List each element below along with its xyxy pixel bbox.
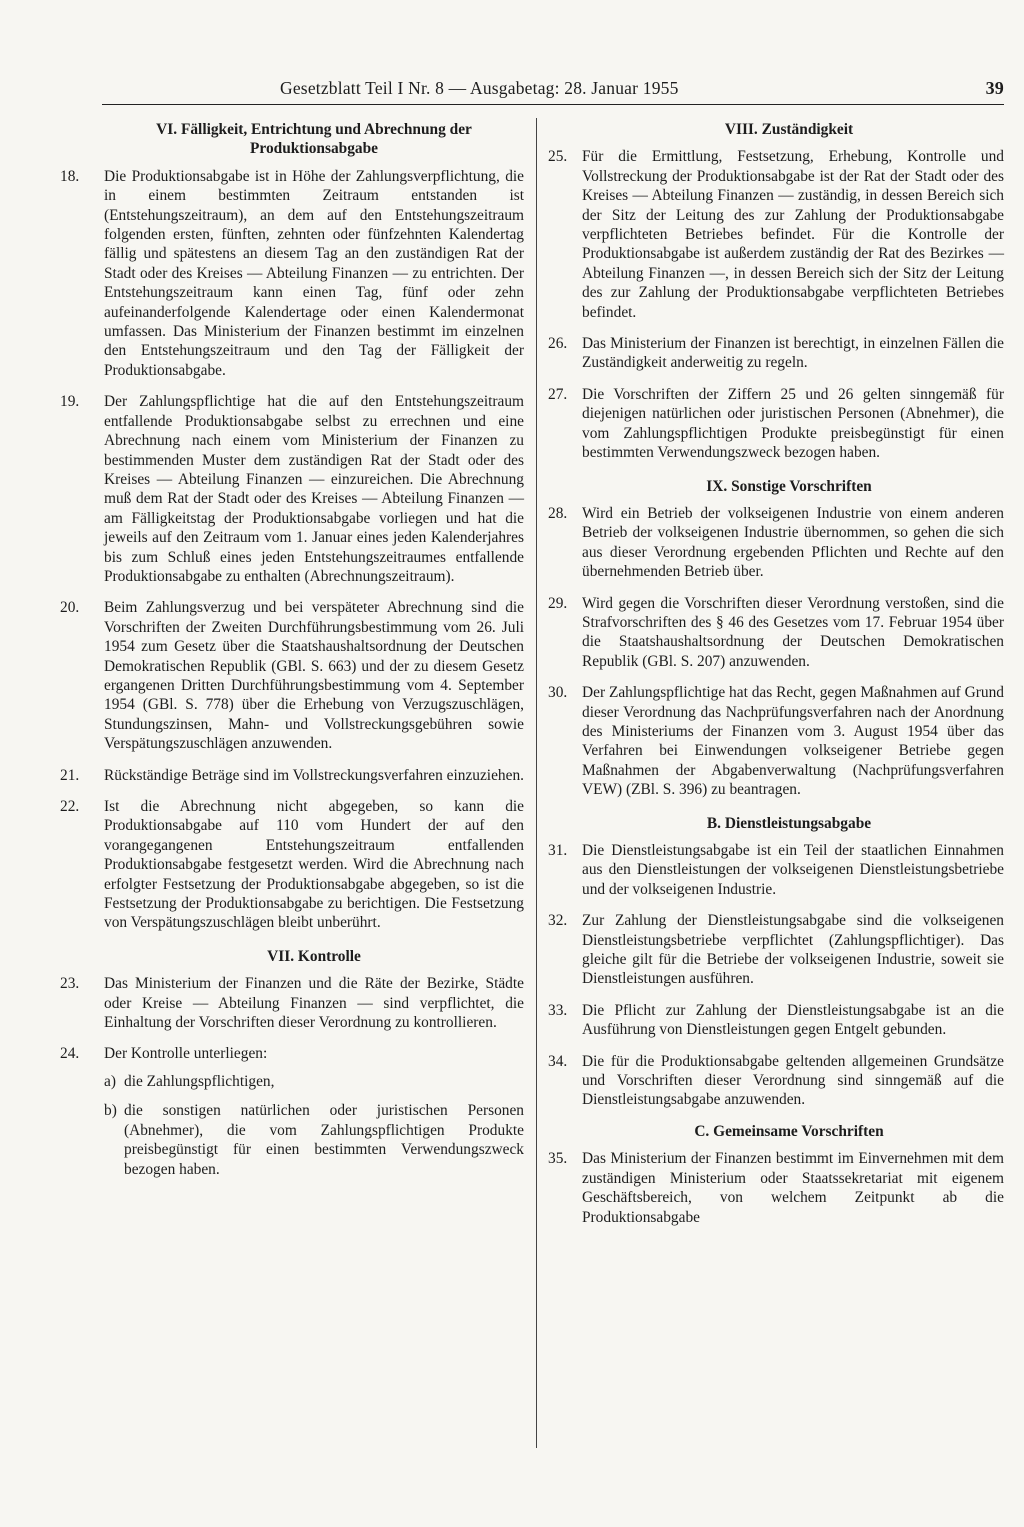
paragraph-28 [548,504,1004,582]
left-column [60,120,524,1189]
paragraph-number: 32. [548,912,568,930]
section-heading-viii: VIII. Zuständigkeit [724,121,854,138]
paragraph-number: 28. [548,504,568,522]
paragraph-number: 19. [60,393,80,411]
paragraph-31 [548,841,1004,899]
paragraph-18 [60,167,524,380]
paragraph-text: Die Vorschriften der Ziffern 25 und 26 gelten sinngemäß für diejenigen natürlichen oder juristischen Personen (Abnehmer), die vom Zahlungspflichtigen Produkte preisbegünstigt für einen bestimmten Verwendungszweck bezogen haben. [582,385,1004,462]
paragraph-text: Ist die Abrechnung nicht abgegeben, so kann die Produktionsabgabe auf 110 vom Hundert der auf den vorangegangenen Entstehungszeitraum entfallenden Produktionsabgabe festgesetzt werden. Wird die Abrechnung nach erfolgter Festsetzung der Produktionsabgabe abgegeben, so ist die Festsetzung der Produktionsabgabe zu berichtigen. Die Festsetzung von Verspätungszuschlägen bleibt unberührt. [104,798,524,932]
paragraph-number: 31. [548,842,568,859]
paragraph-32 [548,911,1004,989]
paragraph-number: 34. [548,1052,568,1070]
paragraph-text: Das Ministerium der Finanzen ist berechtigt, in einzelnen Fällen die Zuständigkeit anderweitig zu regeln. [582,335,1004,372]
paragraph-text: Der Kontrolle unterliegen: [104,1045,268,1063]
paragraph-number: 20. [60,599,80,617]
section-heading-c: C. Gemeinsame Vorschriften [694,1122,884,1140]
paragraph-30 [548,683,1004,799]
paragraph-text: Für die Ermittlung, Festsetzung, Erhebung, Kontrolle und Vollstreckung der Produktionsabgabe ist der Rat der Stadt oder des Kreises — Abteilung Finanzen — zuständig, in dessen Bereich sich der Sitz der Leitung des zur Zahlung der Produktionsabgabe verpflichteten Betriebes befindet. Für die Kontrolle der Produktionsabgabe ist außerdem zuständig der Rat des Bezirkes — Abteilung Finanzen —, in dessen Bereich sich der Sitz der Leitung des zur Zahlung der Produktionsabgabe verpflichteten Betriebes befindet. [582,148,1004,321]
section-heading-vii: VII. Kontrolle [267,947,361,965]
paragraph-23 [60,974,524,1032]
paragraph-number: 35. [548,1150,568,1168]
paragraph-text: Die für die Produktionsabgabe geltenden allgemeinen Grundsätze und Vorschriften dieser Verordnung sind sinngemäß auf die Dienstleistungsabgabe anzuwenden. [582,1052,1004,1109]
paragraph-text: Das Ministerium der Finanzen bestimmt im Einvernehmen mit dem zuständigen Ministerium oder Staatssekretariat mit eigenem Geschäftsbereich, von welchem Zeitpunkt ab die Produktionsabgabe [582,1150,1004,1226]
paragraph-number: 21. [60,766,80,784]
paragraph-27 [548,385,1004,463]
paragraph-number: 29. [548,594,568,612]
paragraph-number: 30. [548,684,568,702]
paragraph-text: Wird ein Betrieb der volkseigenen Industrie von einem anderen Betrieb der volkseigenen Industrie übernommen, so gehen die sich aus dieser Verordnung ergebenden Pflichten und Rechte auf den übernehmenden Betrieb über. [582,504,1004,581]
subitem-text: die Zahlungspflichtigen, [124,1072,275,1090]
paragraph-text: Das Ministerium der Finanzen und die Räte der Bezirke, Städte oder Kreise — Abteilung Finanzen — sind verpflichtet, die Einhaltung der Vorschriften dieser Verordnung zu kontrollieren. [104,975,524,1032]
page-header [280,78,1004,102]
header-title: Gesetzblatt Teil I Nr. 8 — Ausgabetag: 28. Januar 1955 [280,78,679,98]
paragraph-number: 26. [548,335,568,353]
paragraph-26 [548,334,1004,373]
subitem-letter: a) [104,1072,116,1090]
paragraph-number: 25. [548,148,568,166]
paragraph-29 [548,594,1004,672]
paragraph-text: Die Pflicht zur Zahlung der Dienstleistungsabgabe ist an die Ausführung von Dienstleistungen gegen Entgelt gebunden. [582,1001,1004,1039]
paragraph-text: Die Produktionsabgabe ist in Höhe der Zahlungsverpflichtung, die in einem bestimmten Zeitraum entstanden ist (Entstehungszeitraum), an dem auf den Entstehungszeitraum folgenden ersten, fünften, zehnten oder fünfzehnten Kalendertag fällig und spätestens an diesem Tag an den zuständigen Rat der Stadt oder des Kreises — Abteilung Finanzen — zu entrichten. Der Entstehungszeitraum kann einen Tag, fünf oder zehn aufeinanderfolgende Kalendertage oder einen Kalendermonat umfassen. Das Ministerium der Finanzen bestimmt im einzelnen den Entstehungszeitraum und den Tag der Fälligkeit der Produktionsabgabe. [104,167,524,379]
paragraph-number: 23. [60,975,80,993]
paragraph-text: Zur Zahlung der Dienstleistungsabgabe sind die volkseigenen Dienstleistungsbetriebe verpflichtet (Zahlungspflichtiger). Das gleiche gilt für die Betriebe der volkseigenen Industrie, soweit sie Dienstleistungen ausführen. [582,912,1004,988]
paragraph-text: Die Dienstleistungsabgabe ist ein Teil der staatlichen Einnahmen aus den Dienstleistungen der volkseigenen Dienstleistungsbetriebe und der volkseigenen Industrie. [582,842,1004,898]
paragraph-text: Wird gegen die Vorschriften dieser Verordnung verstoßen, sind die Strafvorschriften des § 46 des Gesetzes vom 17. Februar 1954 über die Staatshaushaltsordnung der Deutschen Demokratischen Republik (GBl. S. 207) anzuwenden. [582,594,1004,670]
paragraph-20 [60,598,524,753]
paragraph-21 [60,766,524,785]
paragraph-number: 18. [60,167,80,185]
subitem-24a [104,1072,524,1091]
paragraph-text: Rückständige Beträge sind im Vollstreckungsverfahren einzuziehen. [104,766,524,784]
column-divider [536,118,537,1448]
page-number: 39 [985,78,1004,98]
paragraph-number: 27. [548,385,568,403]
paragraph-number: 24. [60,1045,80,1063]
section-heading-ix: IX. Sonstige Vorschriften [706,477,872,495]
subitem-letter: b) [104,1102,117,1120]
paragraph-24 [60,1044,524,1063]
header-rule [102,104,1004,105]
paragraph-22 [60,797,524,933]
section-heading-b: B. Dienstleistungsabgabe [706,814,872,832]
paragraph-19 [60,392,524,586]
subitem-24b [104,1101,524,1179]
paragraph-34 [548,1052,1004,1110]
paragraph-text: Der Zahlungspflichtige hat das Recht, gegen Maßnahmen auf Grund dieser Verordnung das Nachprüfungsverfahren nach der Anordnung des Ministeriums der Finanzen vom 3. August 1954 über das Verfahren bei Einwendungen volkseigener Betriebe gegen Maßnahmen der Abgabenverwaltung (Nachprüfungsverfahren VEW) (ZBl. S. 396) zu beantragen. [582,684,1004,799]
paragraph-number: 33. [548,1001,568,1019]
paragraph-text: Beim Zahlungsverzug und bei verspäteter Abrechnung sind die Vorschriften der Zweiten Durchführungsbestimmung vom 26. Juli 1954 zum Gesetz über die Staatshaushaltsordnung der Deutschen Demokratischen Republik (GBl. S. 663) und der zu diesem Gesetz ergangenen Dritten Durchführungsbestimmung vom 4. September 1954 (GBl. S. 778) über die Erhebung von Verzugszuschlägen, Stundungszinsen, Mahn- und Vollstreckungsgebühren sowie Verspätungszuschlägen anzuwenden. [104,599,524,753]
paragraph-35 [548,1149,1004,1227]
subitem-text: die sonstigen natürlichen oder juristischen Personen (Abnehmer), die vom Zahlungspflichtigen Produkte preisbegünstigt für einen bestimmten Verwendungszweck bezogen haben. [124,1102,524,1178]
section-heading-vi: VI. Fälligkeit, Entrichtung und Abrechnung der Produktionsabgabe [156,121,472,158]
right-column [548,120,1004,1239]
paragraph-25 [548,147,1004,322]
paragraph-text: Der Zahlungspflichtige hat die auf den Entstehungszeitraum entfallende Produktionsabgabe selbst zu errechnen und eine Abrechnung nach einem vom Ministerium der Finanzen zu bestimmenden Muster dem zuständigen Rat der Stadt oder des Kreises — Abteilung Finanzen — einzureichen. Die Abrechnung muß dem Rat der Stadt oder des Kreises — Abteilung Finanzen — am Fälligkeitstag der Produktionsabgabe vorliegen und hat die jeweils auf den Zeitraum vom 1. Januar eines jeden Kalenderjahres bis zum Schluß eines jeden Entstehungszeitraumes entfallende Produktionsabgabe zu enthalten (Abrechnungszeitraum). [104,393,524,585]
paragraph-33 [548,1001,1004,1040]
paragraph-number: 22. [60,798,80,815]
